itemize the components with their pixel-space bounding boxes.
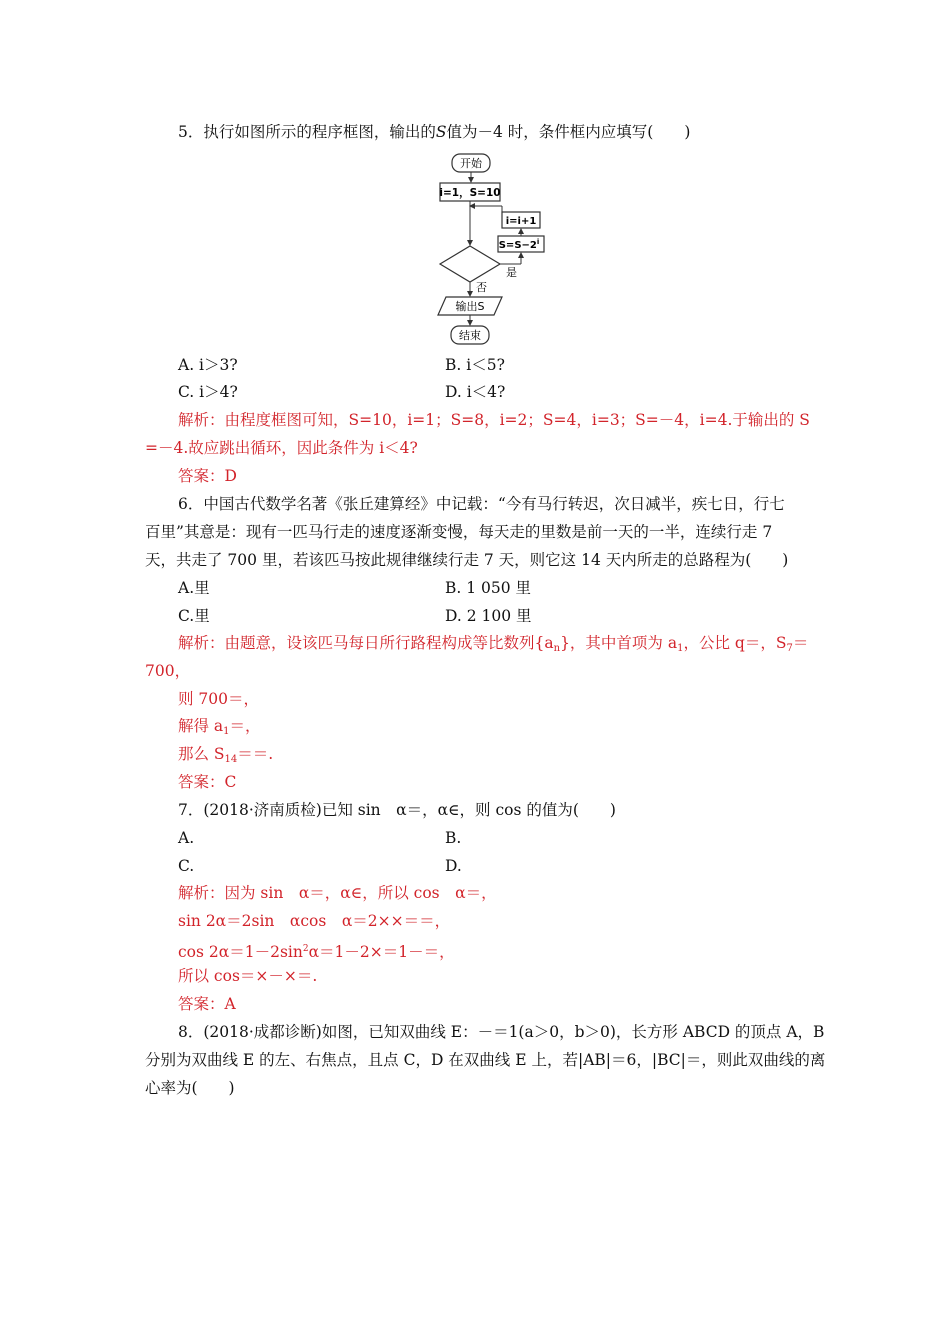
q7-solution-line-2: sin 2α＝2sin αcos α＝2××＝＝， [178,912,451,930]
flow-yes-label: 是 [506,266,517,279]
q7-stem: 7．(2018·济南质检)已知 sin α＝，α∈，则 cos 的值为( ) [178,801,616,819]
q6-option-b: B. 1 050 里 [445,579,532,597]
flow-inc-label: i=i+1 [505,216,537,227]
q6-solution-line-2: 700， [145,662,191,680]
flow-start-label: 开始 [460,157,482,170]
q7-option-b: B. [445,829,462,847]
flow-condition-diamond [440,246,500,282]
q7-option-d: D. [445,857,462,875]
q5-stem: 5．执行如图所示的程序框图，输出的S值为－4 时，条件框内应填写( ) [178,123,691,141]
q7-solution-line-1: 解析：因为 sin α＝，α∈，所以 cos α＝， [178,884,497,902]
q6-solution-line-5: 那么 $S_{14}==$. [178,745,274,765]
q7-option-c: C. [178,857,195,875]
flow-no-label: 否 [476,281,487,294]
q6-stem-line-2: 百里”其意是：现有一匹马行走的速度逐渐变慢，每天走的里数是前一天的一半，连续行走 7 [145,523,773,541]
q6-option-d: D. 2 100 里 [445,607,532,625]
q6-answer: 答案：C [178,773,237,791]
q8-stem-line-1: 8．(2018·成都诊断)如图，已知双曲线 E：－＝1(a＞0，b＞0)，长方形 ABCD 的顶点 A，B [178,1023,825,1041]
q6-solution-line-4: 解得 $a_1=$， [178,717,261,737]
q5-solution-line-1: 解析：由程度框图可知，S=10，i=1；S=8，i=2；S=4，i=3；S=－4，i=4.于输出的 S [178,411,810,429]
flow-init-label: i=1，S=10 [439,187,501,199]
q5-option-d: D. i＜4? [445,383,506,401]
q7-option-a: A. [178,829,195,847]
q5-option-c: C. i＞4? [178,383,238,401]
flowchart [430,150,560,350]
q7-solution-line-4: 所以 cos＝×－×＝. [178,967,318,985]
q5-option-a: A. i＞3? [178,356,238,374]
q5-solution-line-2: =－4.故应跳出循环，因此条件为 i＜4? [145,439,418,457]
q5-answer: 答案：D [178,467,237,485]
q6-stem-line-3: 天，共走了 700 里，若该匹马按此规律继续行走 7 天，则它这 14 天内所走的总路程为( ) [145,551,789,569]
q5-option-b: B. i＜5? [445,356,505,374]
q8-stem-line-3: 心率为( ) [145,1079,235,1097]
flow-end-label: 结束 [459,329,481,342]
q6-option-c: C.里 [178,607,210,625]
q7-solution-line-3: $\cos 2\alpha=1-2\sin^2\alpha=1-2\times=1-=$， [178,943,455,961]
q7-answer: 答案：A [178,995,236,1013]
q6-solution-line-3: 则 700＝， [178,690,260,708]
q6-solution-line-1: 解析：由题意，设该匹马每日所行路程构成等比数列$\{a_n\}$，其中首项为 $a_1$，公比 q＝，$S_7=$ [178,634,809,654]
q6-option-a: A.里 [178,579,210,597]
q6-stem-line-1: 6．中国古代数学名著《张丘建算经》中记载：“今有马行转迟，次日减半，疾七日，行七 [178,495,785,513]
q8-stem-line-2: 分别为双曲线 E 的左、右焦点，且点 C，D 在双曲线 E 上，若|AB|＝6，|BC|＝，则此双曲线的离 [145,1051,826,1069]
flow-update-label: $S=S-2^i$ [498,238,540,251]
flow-output-label: 输出S [455,300,485,313]
